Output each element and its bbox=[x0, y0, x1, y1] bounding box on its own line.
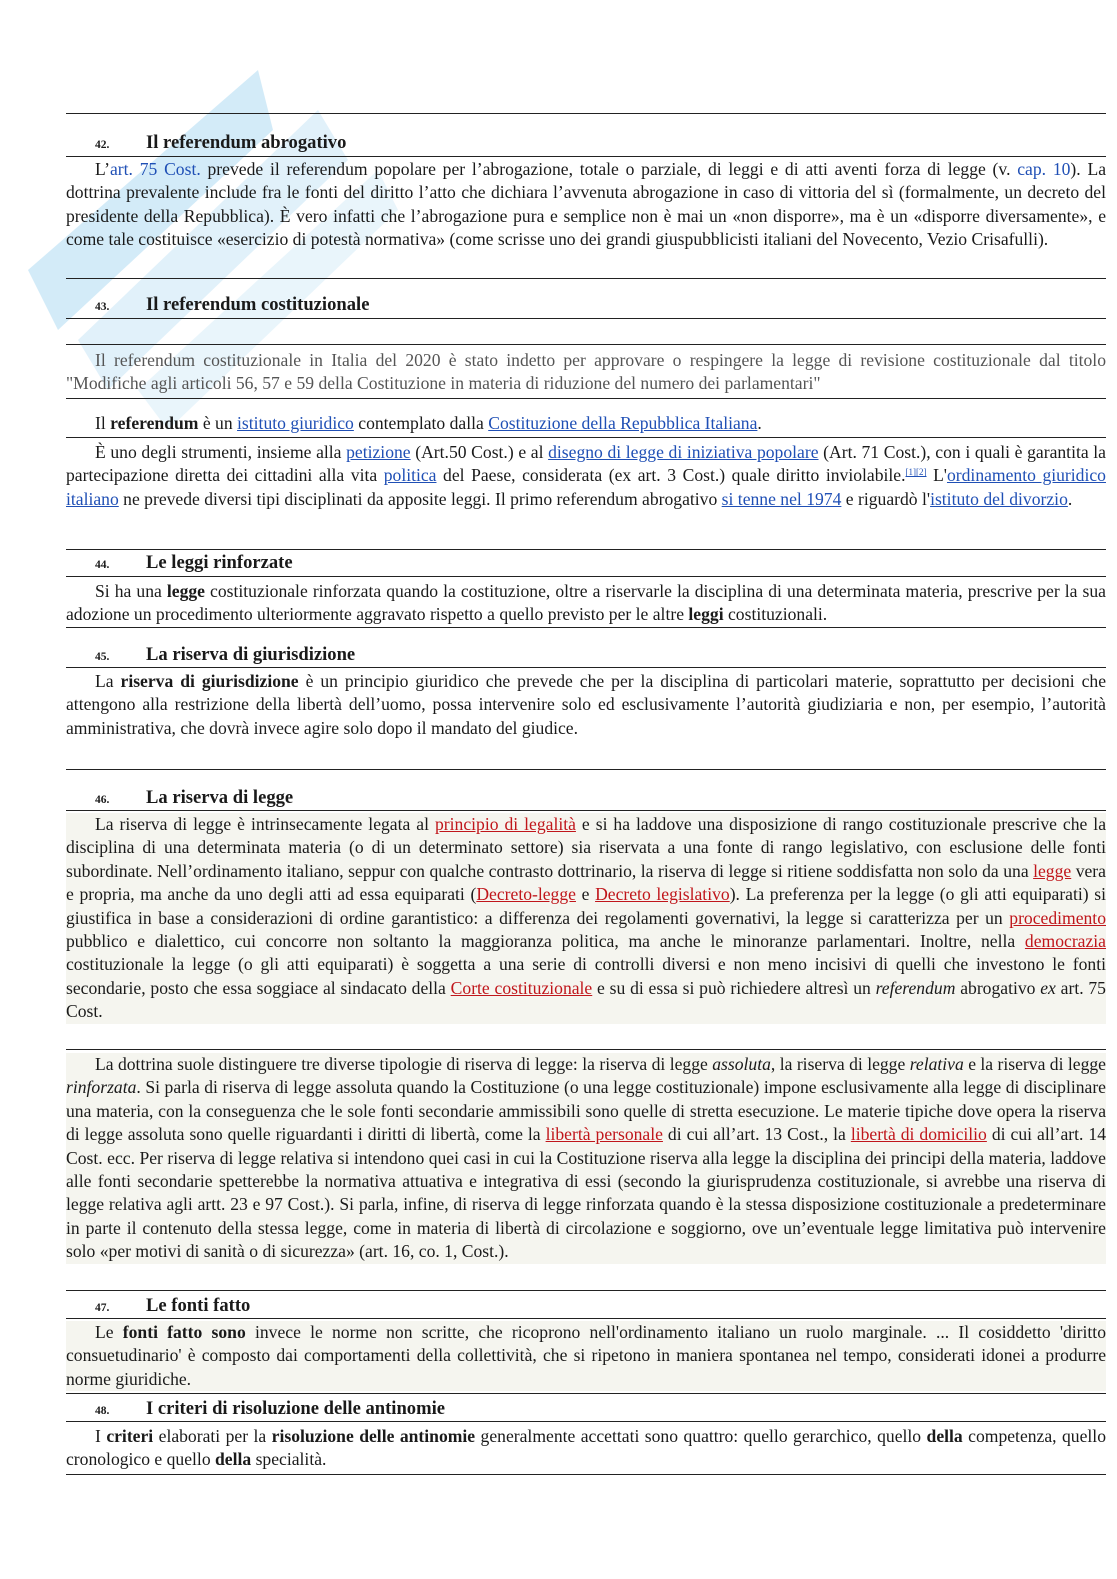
link-art-75[interactable]: art. 75 Cost. bbox=[110, 159, 201, 179]
section-title: La riserva di legge bbox=[146, 787, 294, 808]
paragraph-riserva-legge-2: La dottrina suole distinguere tre diverse tipologie di riserva di legge: la riserva di legge assoluta, la riserva di legge relativa e la riserva di legge rinforzata. Si parla di riserva di legge assoluta quando la Costituzione (o una legge costituzionale) impone esclusivamente alla legge di disciplinare una materia, con la conseguenza che le sole fonti secondarie ammissibili sono quelle di stretta esecuzione. Le materie tipiche dove opera la riserva di legge assoluta sono quelle riguardanti i diritti di libertà, come la libertà personale di cui all’art. 13 Cost., la libertà di domicilio di cui all’art. 14 Cost. ecc. Per riserva di legge relativa si intendono quei casi in cui la Costituzione riserva alla legge la disciplina dei principi della materia, laddove alle fonti secondarie spetterebbe la normativa attuativa e integrativa di essi (secondo la giurisprudenza costituzionale, si avrebbe una riserva di legge relativa agli artt. 23 e 97 Cost.). Si parla, infine, di riserva di legge rinforzata quando è la stessa disposizione costituzionale a predeterminare in parte il contenuto della stessa legge, come in materia di libertà di circolazione e soggiorno, ove un’eventuale legge limitativa può intervenire solo «per motivi di sanità o di sicurezza» (art. 16, co. 1, Cost.). bbox=[66, 1053, 1106, 1264]
paragraph-leggi-rinforzate: Si ha una legge costituzionale rinforzata quando la costituzione, oltre a riservarle la disciplina di una determinata materia, prescrive per la sua adozione un procedimento ulteriormente aggravato rispetto a quello previsto per le altre leggi costituzionali. bbox=[66, 581, 1106, 625]
rule bbox=[66, 318, 1106, 319]
rule bbox=[66, 437, 1106, 438]
rule bbox=[66, 1049, 1106, 1050]
link-procedimento[interactable]: procedimento bbox=[1009, 907, 1106, 928]
link-legge[interactable]: legge bbox=[1033, 860, 1072, 881]
section-title: Le fonti fatto bbox=[146, 1295, 251, 1316]
section-number: 42. bbox=[95, 139, 110, 151]
footnote-2[interactable]: [2] bbox=[916, 467, 927, 478]
rule bbox=[66, 667, 1106, 668]
section-heading-42 bbox=[66, 131, 1106, 157]
rule bbox=[66, 1474, 1106, 1475]
rule bbox=[66, 810, 1106, 811]
paragraph-riserva-giurisdizione: La riserva di giurisdizione è un principio giuridico che prevede che per la disciplina di particolari materie, soprattutto per decisioni che attengono alla restrizione della libertà dell’uomo, possa intervenire solo ed esclusivamente l’autorità giudiziaria e non, per esempio, l’autorità amministrativa, che dovrà invece agire solo dopo il mandato del giudice. bbox=[66, 671, 1107, 738]
rule bbox=[66, 1421, 1106, 1422]
link-petizione[interactable]: petizione bbox=[346, 442, 411, 462]
link-costituzione[interactable]: Costituzione della Repubblica Italiana bbox=[488, 413, 758, 433]
link-corte-costituzionale[interactable]: Corte costituzionale bbox=[450, 977, 593, 998]
section-title: La riserva di giurisdizione bbox=[146, 644, 356, 665]
link-democrazia[interactable]: democrazia bbox=[1024, 931, 1106, 952]
rule bbox=[66, 627, 1106, 628]
section-heading-43 bbox=[66, 293, 1106, 319]
link-decreto-legislativo[interactable]: Decreto legislativo bbox=[595, 884, 730, 905]
link-cap-10[interactable]: cap. 10 bbox=[1017, 159, 1071, 179]
rule bbox=[66, 278, 1106, 279]
section-heading-44 bbox=[66, 551, 1106, 577]
section-title: I criteri di risoluzione delle antinomie bbox=[146, 1398, 446, 1419]
paragraph-referendum-istituto: Il referendum è un istituto giuridico contemplato dalla Costituzione della Repubblica Italiana. bbox=[95, 413, 762, 433]
link-disegno-di-legge[interactable]: disegno di legge di iniziativa popolare bbox=[548, 442, 819, 462]
rule bbox=[66, 1393, 1106, 1394]
footnote-1[interactable]: [1] bbox=[905, 467, 917, 478]
paragraph-strumenti: È uno degli strumenti, insieme alla petizione (Art.50 Cost.) e al disegno di legge di iniziativa popolare (Art. 71 Cost.), con i quali è garantita la partecipazione diretta dei cittadini alla vita politica del Paese, considerata (ex art. 3 Cost.) quale diritto inviolabile.[1][2] L'ordinamento giuridico italiano ne prevede diversi tipi disciplinati da apposite leggi. Il primo referendum abrogativo si tenne nel 1974 e riguardò l'istituto del divorzio. bbox=[66, 442, 1106, 509]
paragraph-referendum-2020: Il referendum costituzionale in Italia del 2020 è stato indetto per approvare o respingere la legge di revisione costituzionale dal titolo "Modifiche agli articoli 56, 57 e 59 della Costituzione in materia di riduzione del numero dei parlamentari" bbox=[66, 350, 1106, 394]
section-number: 44. bbox=[95, 559, 110, 571]
link-istituto-giuridico[interactable]: istituto giuridico bbox=[237, 413, 354, 433]
paragraph-antinomie: I criteri elaborati per la risoluzione delle antinomie generalmente accettati sono quattro: quello gerarchico, quello della competenza, quello cronologico e quello della specialità. bbox=[66, 1426, 1106, 1470]
rule bbox=[66, 769, 1106, 770]
link-divorzio[interactable]: istituto del divorzio bbox=[930, 488, 1068, 509]
section-number: 47. bbox=[95, 1302, 110, 1314]
paragraph-fonti-fatto: Le fonti fatto sono invece le norme non scritte, che ricoprono nell'ordinamento italiano un ruolo marginale. ... Il cosiddetto 'diritto consuetudinario' è composto dai comportamenti della collettività, che si ripetono in maniera spontanea nel tempo, considerati idonei a produrre norme giuridiche. bbox=[66, 1321, 1106, 1391]
link-liberta-personale[interactable]: libertà personale bbox=[545, 1124, 663, 1145]
rule bbox=[66, 1318, 1106, 1319]
rule bbox=[66, 398, 1106, 399]
section-title: Le leggi rinforzate bbox=[146, 552, 293, 573]
section-title: Il referendum abrogativo bbox=[146, 132, 347, 153]
link-politica[interactable]: politica bbox=[383, 465, 437, 486]
section-heading-46 bbox=[66, 786, 1106, 812]
section-heading-48 bbox=[66, 1397, 1106, 1423]
section-number: 45. bbox=[95, 651, 110, 663]
paragraph-referendum-abrogativo: L’art. 75 Cost. prevede il referendum popolare per l’abrogazione, totale o parziale, di leggi e di atti aventi forza di legge (v. cap. 10). La dottrina prevalente include fra le fonti del diritto l’atto che dichiara l’avvenuta abrogazione in caso di vittoria del sì (formalmente, un decreto del presidente della Repubblica). È vero infatti che l’abrogazione pura e semplice non è mai un «non disporre», ma è un «disporre diversamente», e come tale costituisce «esercizio di potestà normativa» (come scrisse uno dei grandi giuspubblicisti italiani del Novecento, Vezio Crisafulli). bbox=[66, 159, 1106, 250]
rule bbox=[66, 1290, 1106, 1291]
rule bbox=[66, 113, 1106, 114]
section-number: 46. bbox=[95, 794, 110, 806]
rule bbox=[66, 549, 1106, 550]
paragraph-riserva-legge-1: La riserva di legge è intrinsecamente legata al principio di legalità e si ha laddove una disposizione di rango costituzionale prescrive che la disciplina di una determinata materia (o di un determinato settore) sia riservata a una fonte di rango legislativo, con esclusione delle fonti subordinate. Nell’ordinamento italiano, seppur con qualche contrasto dottrinario, la riserva di legge si ritiene soddisfatta non solo da una legge vera e propria, ma anche da uno degli atti ad essa equiparati (Decreto-legge e Decreto legislativo). La preferenza per la legge (o gli atti equiparati) si giustifica in base a considerazioni di ordine garantistico: a differenza dei regolamenti governativi, la legge si caratterizza per un procedimento pubblico e dialettico, cui concorre non soltanto la maggioranza politica, ma anche le minoranze parlamentari. Inoltre, nella democrazia costituzionale la legge (o gli atti equiparati) è soggetta a una serie di controlli diversi e non meno incisivi di quelli che investono le fonti secondarie, posto che essa soggiace al sindacato della Corte costituzionale e su di essa si può richiedere altresì un referendum abrogativo ex art. 75 Cost. bbox=[66, 813, 1106, 1024]
link-ordinamento-giuridico[interactable]: ordinamento giuridico bbox=[946, 465, 1106, 486]
section-number: 48. bbox=[95, 1405, 110, 1417]
section-heading-45 bbox=[66, 643, 1106, 669]
link-decreto-legge[interactable]: Decreto-legge bbox=[476, 884, 576, 905]
link-liberta-domicilio[interactable]: libertà di domicilio bbox=[850, 1124, 987, 1145]
rule bbox=[66, 156, 1106, 157]
section-heading-47 bbox=[66, 1294, 1106, 1320]
link-italiano[interactable]: italiano bbox=[66, 488, 119, 509]
rule bbox=[66, 344, 1106, 345]
link-principio-legalita[interactable]: principio di legalità bbox=[434, 814, 576, 834]
section-number: 43. bbox=[95, 301, 110, 313]
section-title: Il referendum costituzionale bbox=[146, 294, 370, 315]
rule bbox=[66, 576, 1106, 577]
link-1974[interactable]: si tenne nel 1974 bbox=[721, 488, 842, 509]
